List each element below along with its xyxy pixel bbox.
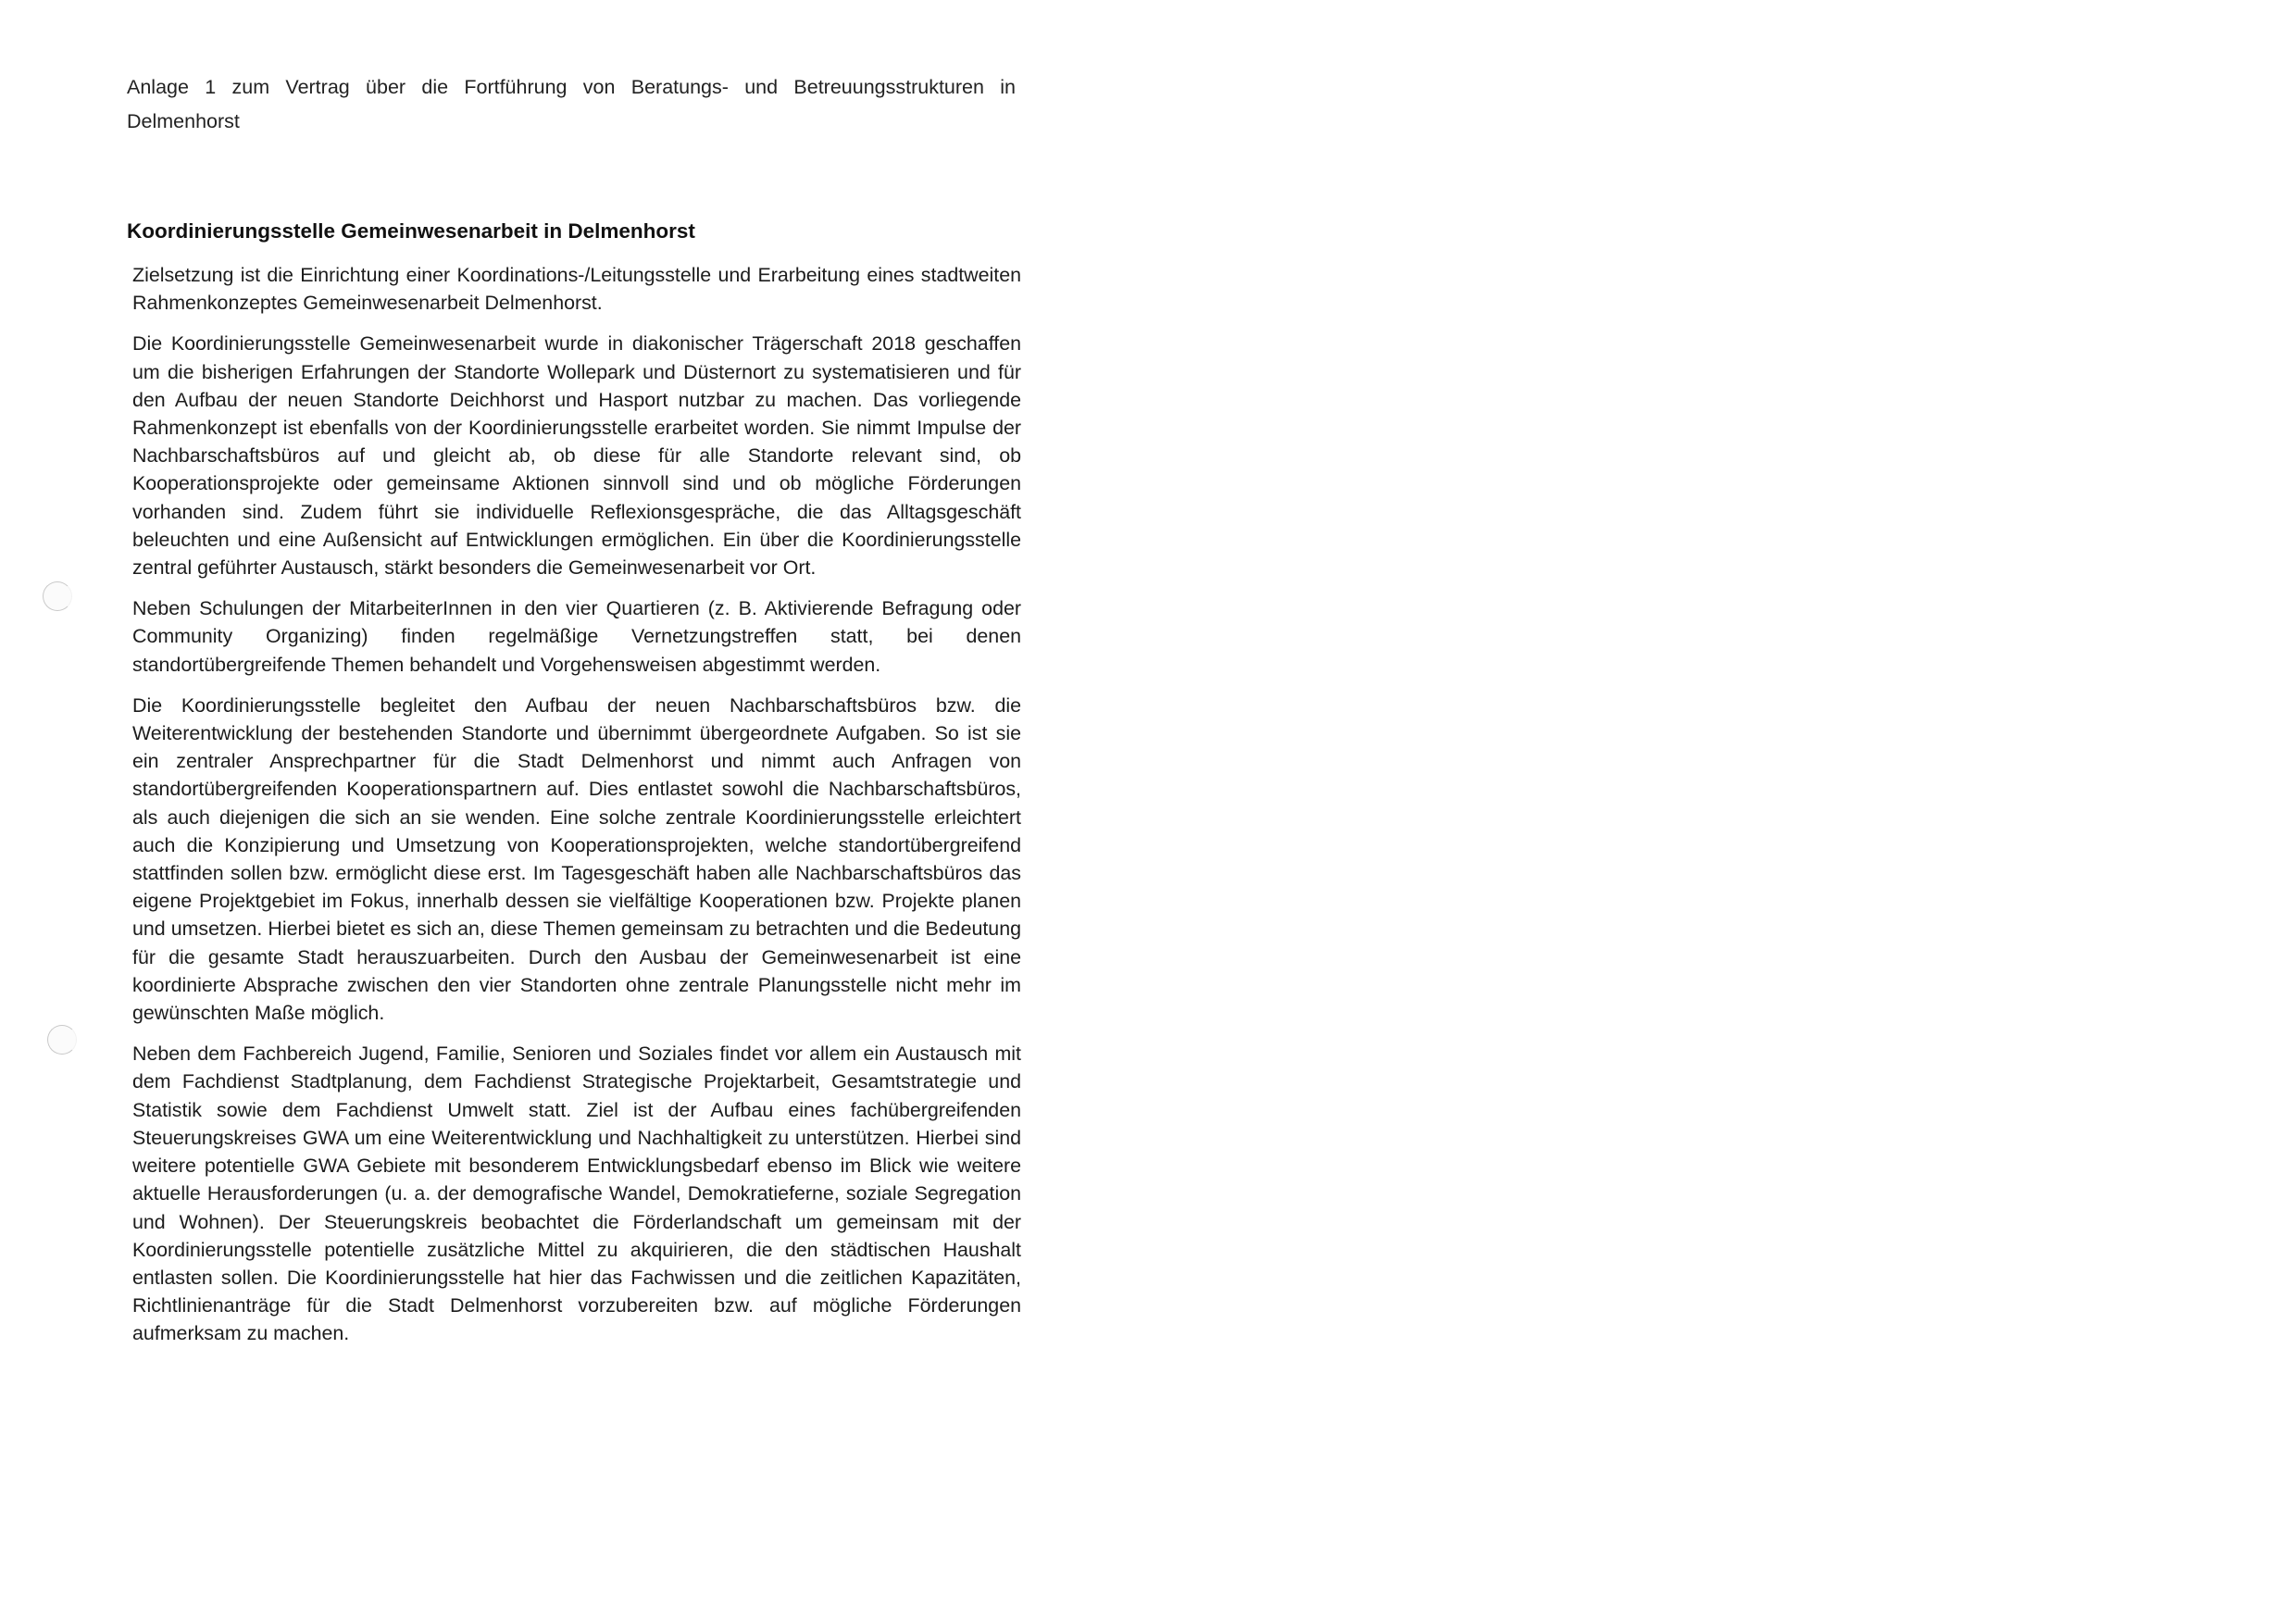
paragraph-steering-committee: Neben dem Fachbereich Jugend, Familie, Senioren und Soziales findet vor allem ein Austausch mit dem Fachdienst Stadtplanung, dem Fachdienst Strategische Projektarbeit, Gesamtstrategie und Statistik sowie dem Fachdienst Umwelt statt. Ziel ist der Aufbau eines fachübergreifenden Steuerungskreises GWA um eine Weiterentwicklung und Nachhaltigkeit zu unterstützen. Hierbei sind weitere potentielle GWA Gebiete mit besonderem Entwicklungsbedarf ebenso im Blick wie weitere aktuelle Herausforderungen (u. a. der demografische Wandel, Demokratieferne, soziale Segregation und Wohnen). Der Steuerungskreis beobachtet die Förderlandschaft um gemeinsam mit der Koordinierungsstelle potentielle zusätzliche Mittel zu akquirieren, die den städtischen Haushalt entlasten sollen. Die Koordinierungsstelle hat hier das Fachwissen und die zeitlichen Kapazitäten, Richtlinienanträge für die Stadt Delmenhorst vorzubereiten bzw. auf mögliche Förderungen aufmerksam zu machen. — [132, 1042, 1021, 1345]
document-title: Koordinierungsstelle Gemeinwesenarbeit in Delmenhorst — [127, 219, 695, 243]
body-text — [132, 261, 1021, 1361]
paragraph-trainings: Neben Schulungen der MitarbeiterInnen in den vier Quartieren (z. B. Aktivierende Befragung oder Community Organizing) finden regelmäßige Vernetzungstreffen statt, bei denen standortübergreifende Themen behandelt und Vorgehensweisen abgestimmt werden. — [132, 597, 1021, 676]
punch-hole-top — [43, 581, 72, 611]
punch-hole-bottom — [47, 1025, 77, 1055]
paragraph-history: Die Koordinierungsstelle Gemeinwesenarbeit wurde in diakonischer Trägerschaft 2018 geschaffen um die bisherigen Erfahrungen der Standorte Wollepark und Düsternort zu systematisieren und für den Aufbau der neuen Standorte Deichhorst und Hasport nutzbar zu machen. Das vorliegende Rahmenkonzept ist ebenfalls von der Koordinierungsstelle erarbeitet worden. Sie nimmt Impulse der Nachbarschaftsbüros auf und gleicht ab, ob diese für alle Standorte relevant sind, ob Kooperationsprojekte oder gemeinsame Aktionen sinnvoll sind und ob mögliche Förderungen vorhanden sind. Zudem führt sie individuelle Reflexionsgespräche, die das Alltagsgeschäft beleuchten und eine Außensicht auf Entwicklungen ermöglichen. Ein über die Koordinierungsstelle zentral geführter Austausch, stärkt besonders die Gemeinwesenarbeit vor Ort. — [132, 332, 1021, 580]
annex-header-note: Anlage 1 zum Vertrag über die Fortführung von Beratungs- und Betreuungsstrukturen in Delmenhorst — [127, 76, 1016, 132]
paragraph-coordination-tasks: Die Koordinierungsstelle begleitet den Aufbau der neuen Nachbarschaftsbüros bzw. die Weiterentwicklung der bestehenden Standorte und übernimmt übergeordnete Aufgaben. So ist sie ein zentraler Ansprechpartner für die Stadt Delmenhorst und nimmt auch Anfragen von standortübergreifenden Kooperationspartnern auf. Dies entlastet sowohl die Nachbarschaftsbüros, als auch diejenigen die sich an sie wenden. Eine solche zentrale Koordinierungsstelle erleichtert auch die Konzipierung und Umsetzung von Kooperationsprojekten, welche standortübergreifend stattfinden sollen bzw. ermöglicht diese erst. Im Tagesgeschäft haben alle Nachbarschaftsbüros das eigene Projektgebiet im Fokus, innerhalb dessen sie vielfältige Kooperationen bzw. Projekte planen und umsetzen. Hierbei bietet es sich an, diese Themen gemeinsam zu betrachten und die Bedeutung für die gesamte Stadt herauszuarbeiten. Durch den Ausbau der Gemeinwesenarbeit ist eine koordinierte Absprache zwischen den vier Standorten ohne zentrale Planungsstelle nicht mehr im gewünschten Maße möglich. — [132, 693, 1021, 1025]
paragraph-objective: Zielsetzung ist die Einrichtung einer Koordinations-/Leitungsstelle und Erarbeitung eines stadtweiten Rahmenkonzeptes Gemeinwesenarbeit Delmenhorst. — [132, 264, 1021, 315]
